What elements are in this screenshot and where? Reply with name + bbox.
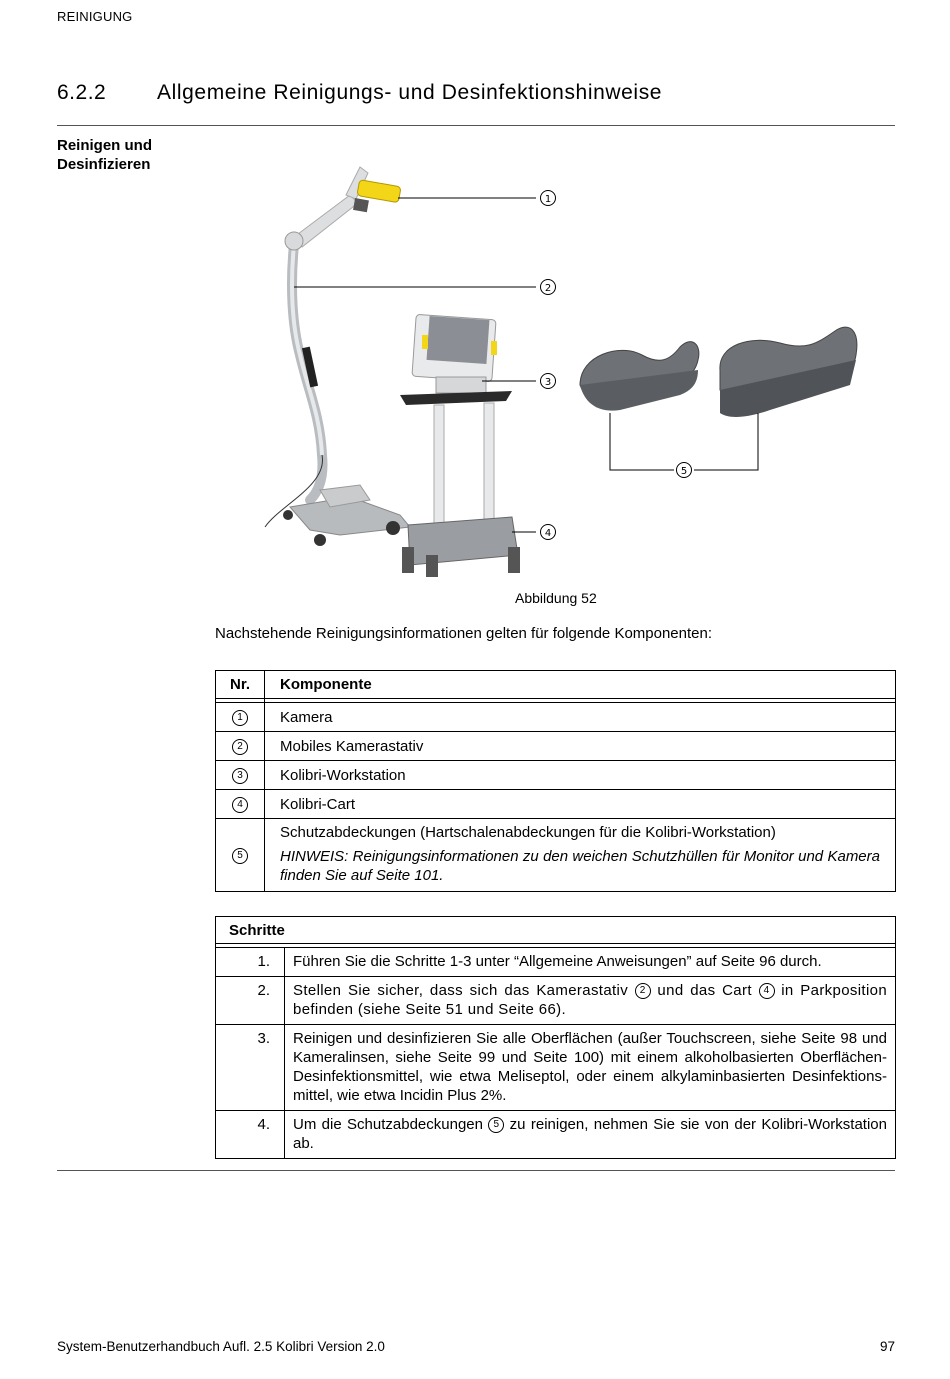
callout-3: 3 — [544, 377, 552, 388]
table-row — [216, 1025, 896, 1111]
camera-stand-illustration — [265, 167, 410, 546]
component-name: Mobiles Kamerastativ — [265, 732, 896, 761]
component-name: Kolibri-Workstation — [265, 761, 896, 790]
table-row — [216, 1111, 896, 1159]
number-circle: 4 — [759, 983, 775, 999]
step-number: 2. — [216, 977, 285, 1025]
workstation-cart-illustration — [400, 314, 520, 577]
callout-2: 2 — [544, 283, 552, 294]
step-text: Reinigen und desinfizieren Sie alle Oberflächen (außer Touchscreen, siehe Seite 98 und Kameralinsen, siehe Seite 99 und Seite 100) mit einem alkoholbasierten Oberflächen-Desinfektionsmittel, wie etwa Meliseptol, oder einem alkylaminbasierten Desinfektions-mittel, wie etwa Incidin Plus 2%. — [285, 1025, 896, 1111]
step-text: Um die Schutzabdeckungen 5 zu reinigen, nehmen Sie sie von der Kolibri-Workstation ab. — [285, 1111, 896, 1159]
number-circle: 2 — [232, 739, 248, 755]
running-header: REINIGUNG — [57, 9, 133, 24]
footer-document-title: System-Benutzerhandbuch Aufl. 2.5 Kolibri Version 2.0 — [57, 1339, 385, 1354]
component-name: Kamera — [265, 703, 896, 732]
number-circle: 5 — [232, 848, 248, 864]
number-circle: 1 — [232, 710, 248, 726]
callout-4: 4 — [544, 528, 552, 539]
components-table — [215, 670, 896, 892]
number-circle: 4 — [232, 797, 248, 813]
figure-caption: Abbildung 52 — [515, 590, 597, 606]
steps-table — [215, 916, 896, 1159]
steps-header: Schritte — [216, 917, 896, 944]
hinweis-note: HINWEIS: Reinigungsinformationen zu den weichen Schutzhüllen für Monitor und Kamera finden Sie auf Seite 101. — [280, 848, 880, 884]
number-circle: 3 — [232, 768, 248, 784]
table-row — [216, 790, 896, 819]
equipment-figure — [250, 155, 890, 595]
table-row — [216, 761, 896, 790]
section-number: 6.2.2 — [57, 81, 107, 104]
step-text: Führen Sie die Schritte 1-3 unter “Allgemeine Anweisungen” auf Seite 96 durch. — [285, 948, 896, 977]
table-row — [216, 819, 896, 892]
col-header-nr: Nr. — [216, 671, 265, 699]
step-number: 4. — [216, 1111, 285, 1159]
number-circle: 5 — [488, 1117, 504, 1133]
table-row — [216, 732, 896, 761]
intro-text: Nachstehende Reinigungsinformationen gelten für folgende Komponenten: — [215, 625, 713, 642]
number-circle: 2 — [635, 983, 651, 999]
table-row — [216, 703, 896, 732]
page-number: 97 — [879, 1339, 895, 1354]
callout-1: 1 — [544, 194, 552, 205]
table-row — [216, 948, 896, 977]
section-title: Allgemeine Reinigungs- und Desinfektionshinweise — [157, 81, 663, 104]
step-number: 1. — [216, 948, 285, 977]
callout-5: 5 — [680, 466, 688, 477]
step-text: Stellen Sie sicher, dass sich das Kamerastativ 2 und das Cart 4 in Parkposition befinden (siehe Seite 51 und Seite 66). — [285, 977, 896, 1025]
component-name: Kolibri-Cart — [265, 790, 896, 819]
step-number: 3. — [216, 1025, 285, 1111]
protective-covers-illustration — [580, 327, 857, 417]
col-header-komponente: Komponente — [265, 671, 896, 699]
table-row — [216, 977, 896, 1025]
bottom-rule — [57, 1170, 895, 1171]
component-name: Schutzabdeckungen (Hartschalenabdeckungen für die Kolibri-Workstation) — [280, 824, 776, 841]
side-label: Reinigen und Desinfizieren — [57, 137, 152, 173]
title-rule — [57, 125, 895, 126]
